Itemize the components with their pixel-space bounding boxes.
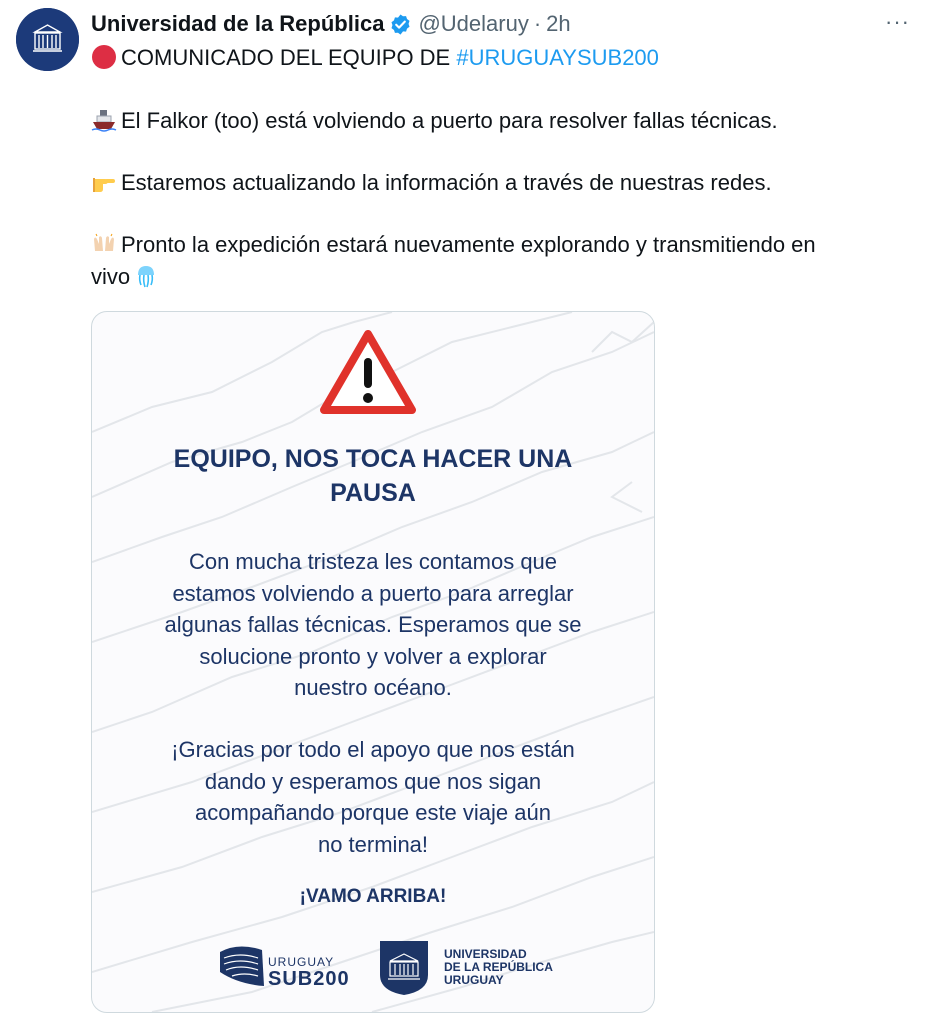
udelar-logo-line: UNIVERSIDAD: [444, 947, 527, 961]
card-p1-line: algunas fallas técnicas. Esperamos que se: [164, 612, 582, 637]
card-title-line-1: EQUIPO, NOS TOCA HACER UNA: [173, 445, 573, 473]
ship-icon: [91, 107, 117, 133]
card-p1-line: Con mucha tristeza les contamos que: [188, 549, 558, 574]
hashtag-link[interactable]: #URUGUAYSUB200: [456, 45, 659, 70]
verified-badge-icon: [389, 13, 412, 36]
udelar-logo-text: [444, 948, 553, 987]
tweet-text-4: Pronto la expedición estará nuevamente explorando y transmitiendo en: [121, 232, 816, 257]
tweet-line-4: [91, 230, 816, 260]
tweet-line-3: [91, 168, 772, 198]
warning-icon: [320, 330, 416, 416]
tweet-line-5: [91, 262, 163, 292]
card-p1-line: estamos volviendo a puerto para arreglar: [172, 580, 574, 606]
card-title-line-2: PAUSA: [330, 479, 416, 507]
author-name[interactable]: Universidad de la República: [91, 11, 385, 36]
tweet-text-3: Estaremos actualizando la información a través de nuestras redes.: [121, 170, 772, 195]
media-card[interactable]: [91, 311, 655, 1013]
card-p2-line: no termina!: [317, 831, 429, 857]
logo-sub-top-text: URUGUAY: [268, 955, 335, 969]
pointing-hand-icon: [91, 169, 117, 195]
tweet-text-1: COMUNICADO DEL EQUIPO DE: [121, 45, 457, 70]
card-title: [92, 442, 654, 510]
raised-hands-icon: [91, 231, 117, 257]
card-p2-line: dando y esperamos que nos sigan: [204, 768, 542, 794]
logo-sub-bottom-text: SUB200: [268, 968, 350, 990]
udelar-logo-line: DE LA REPÚBLICA: [444, 960, 553, 974]
timestamp[interactable]: 2h: [546, 11, 571, 36]
tweet-text-5: vivo: [91, 264, 131, 289]
card-paragraph-1: [132, 546, 614, 704]
tweet-text-2: El Falkor (too) está volviendo a puerto para resolver fallas técnicas.: [121, 108, 778, 133]
card-p2-line: ¡Gracias por todo el apoyo que nos están: [171, 737, 575, 762]
avatar[interactable]: [16, 8, 79, 71]
card-paragraph-2: [132, 734, 614, 860]
red-circle-icon: [91, 44, 117, 70]
tweet-header: [91, 9, 920, 39]
udelar-logo: [380, 941, 428, 995]
card-p1-line: nuestro océano.: [294, 675, 452, 700]
more-icon[interactable]: ···: [885, 9, 910, 34]
card-slogan: ¡VAMO ARRIBA!: [299, 886, 447, 907]
card-p1-line: solucione pronto y volver a explorar: [199, 643, 547, 669]
author-handle[interactable]: @Udelaruy: [418, 11, 529, 36]
tweet-line-1: [91, 43, 659, 73]
tweet-line-2: [91, 106, 778, 136]
separator-dot: ·: [533, 11, 542, 36]
udelar-logo-line: URUGUAY: [444, 973, 504, 987]
jellyfish-icon: [133, 263, 159, 289]
card-p2-line: acompañando porque este viaje aún: [195, 800, 551, 825]
